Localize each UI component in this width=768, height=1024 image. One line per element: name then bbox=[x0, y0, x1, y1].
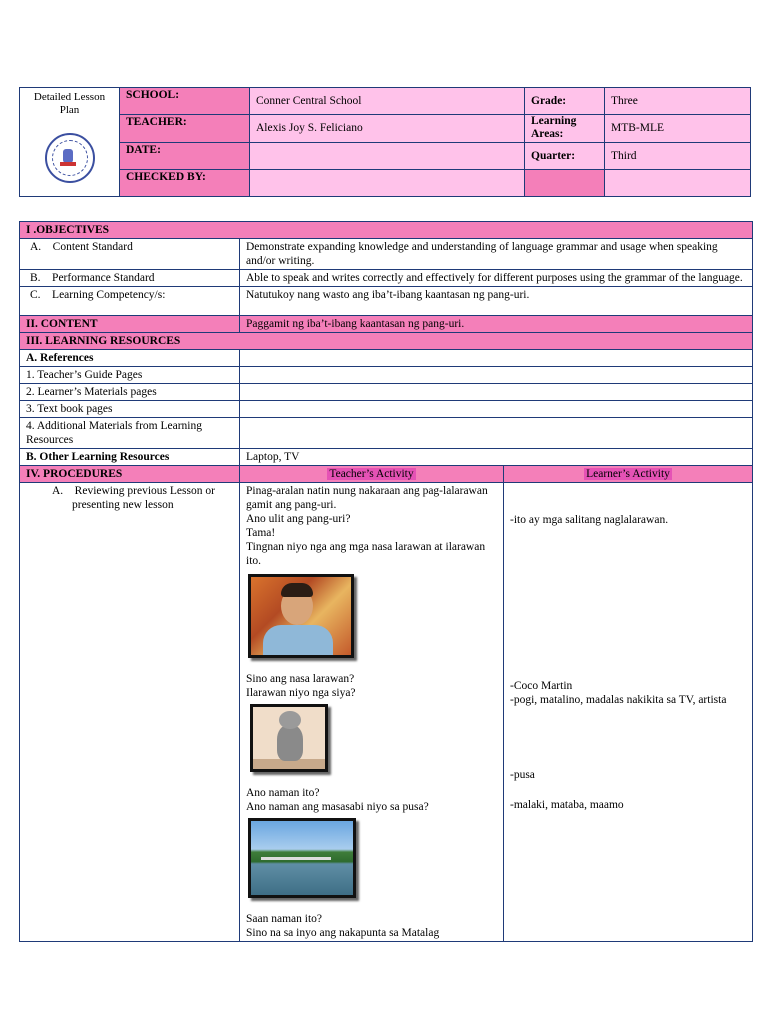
learner-answer: -ito ay mga salitang naglalarawan. bbox=[510, 514, 669, 526]
lesson-plan-header bbox=[19, 87, 751, 197]
school-label: SCHOOL: bbox=[120, 88, 250, 115]
content-value: Paggamit ng iba’t-ibang kaantasan ng pang-uri. bbox=[240, 316, 753, 333]
additional-materials-label: 4. Additional Materials from Learning Resources bbox=[20, 418, 240, 449]
other-resources-label: B. Other Learning Resources bbox=[20, 449, 240, 466]
learner-activity-heading bbox=[504, 466, 753, 483]
teacher-line: Ano naman ang masasabi niyo sa pusa? bbox=[246, 801, 429, 813]
learning-areas-label: Learning Areas: bbox=[525, 115, 605, 142]
lesson-plan-body bbox=[19, 221, 753, 942]
deped-seal-logo bbox=[45, 133, 95, 183]
dlp-cell bbox=[20, 88, 120, 197]
teacher-value: Alexis Joy S. Feliciano bbox=[250, 115, 525, 142]
other-resources-value: Laptop, TV bbox=[240, 449, 753, 466]
quarter-value: Third bbox=[605, 142, 751, 169]
teacher-line: Ano naman ito? bbox=[246, 787, 320, 799]
references-label: A. References bbox=[20, 350, 240, 367]
learner-answer: -malaki, mataba, maamo bbox=[510, 799, 624, 811]
teachers-guide-value bbox=[240, 367, 753, 384]
checked-by-value bbox=[250, 169, 525, 196]
procedures-heading: IV. PROCEDURES bbox=[20, 466, 240, 483]
date-label: DATE: bbox=[120, 142, 250, 169]
teacher-line: Tama! bbox=[246, 527, 276, 539]
performance-standard-label: B. Performance Standard bbox=[20, 270, 240, 287]
content-standard-label: A. Content Standard bbox=[20, 239, 240, 270]
school-value: Conner Central School bbox=[250, 88, 525, 115]
teacher-activity-cell bbox=[240, 483, 504, 942]
teacher-line: Pinag-aralan natin nung nakaraan ang pag-lalarawan gamit ang pang-uri. bbox=[246, 485, 488, 511]
teacher-line: Saan naman ito? bbox=[246, 913, 323, 925]
performance-standard-value: Able to speak and writes correctly and effectively for different purposes using the grammar of the language. bbox=[240, 270, 753, 287]
teacher-activity-label: Teacher’s Activity bbox=[329, 468, 414, 480]
blank-cell bbox=[605, 169, 751, 196]
person-photo bbox=[248, 574, 354, 658]
step-a-label bbox=[20, 483, 240, 942]
teacher-line: Sino na sa inyo ang nakapunta sa Matalag bbox=[246, 927, 440, 939]
learning-competency-value: Natutukoy nang wasto ang iba’t-ibang kaantasan ng pang-uri. bbox=[240, 287, 753, 316]
content-standard-value: Demonstrate expanding knowledge and understanding of language grammar and usage when speaking and/or writing. bbox=[240, 239, 753, 270]
learner-answer: -pogi, matalino, madalas nakikita sa TV, artista bbox=[510, 694, 727, 706]
blank-cell bbox=[525, 169, 605, 196]
textbook-pages-value bbox=[240, 401, 753, 418]
learners-materials-value bbox=[240, 384, 753, 401]
teacher-label: TEACHER: bbox=[120, 115, 250, 142]
grade-label: Grade: bbox=[525, 88, 605, 115]
step-a-text: A. Reviewing previous Lesson or presenting new lesson bbox=[52, 485, 215, 511]
content-heading: II. CONTENT bbox=[20, 316, 240, 333]
learner-activity-cell bbox=[504, 483, 753, 942]
teacher-line: Tingnan niyo nga ang mga nasa larawan at ilarawan ito. bbox=[246, 541, 486, 567]
teacher-line: Ilarawan niyo nga siya? bbox=[246, 687, 356, 699]
objectives-heading: I .OBJECTIVES bbox=[20, 222, 753, 239]
river-photo bbox=[248, 818, 356, 898]
quarter-label: Quarter: bbox=[525, 142, 605, 169]
teachers-guide-label: 1. Teacher’s Guide Pages bbox=[20, 367, 240, 384]
learner-answer: -pusa bbox=[510, 769, 535, 781]
learning-areas-value: MTB-MLE bbox=[605, 115, 751, 142]
learning-resources-heading: III. LEARNING RESOURCES bbox=[20, 333, 753, 350]
date-value bbox=[250, 142, 525, 169]
learners-materials-label: 2. Learner’s Materials pages bbox=[20, 384, 240, 401]
references-value bbox=[240, 350, 753, 367]
learning-competency-label: C. Learning Competency/s: bbox=[20, 287, 240, 316]
learner-activity-label: Learner’s Activity bbox=[586, 468, 670, 480]
teacher-line: Ano ulit ang pang-uri? bbox=[246, 513, 351, 525]
grade-value: Three bbox=[605, 88, 751, 115]
textbook-pages-label: 3. Text book pages bbox=[20, 401, 240, 418]
teacher-activity-heading bbox=[240, 466, 504, 483]
teacher-line: Sino ang nasa larawan? bbox=[246, 673, 355, 685]
cat-photo bbox=[250, 704, 328, 772]
checked-by-label: CHECKED BY: bbox=[120, 169, 250, 196]
dlp-label: Detailed Lesson Plan bbox=[33, 91, 106, 116]
learner-answer: -Coco Martin bbox=[510, 680, 573, 692]
additional-materials-value bbox=[240, 418, 753, 449]
